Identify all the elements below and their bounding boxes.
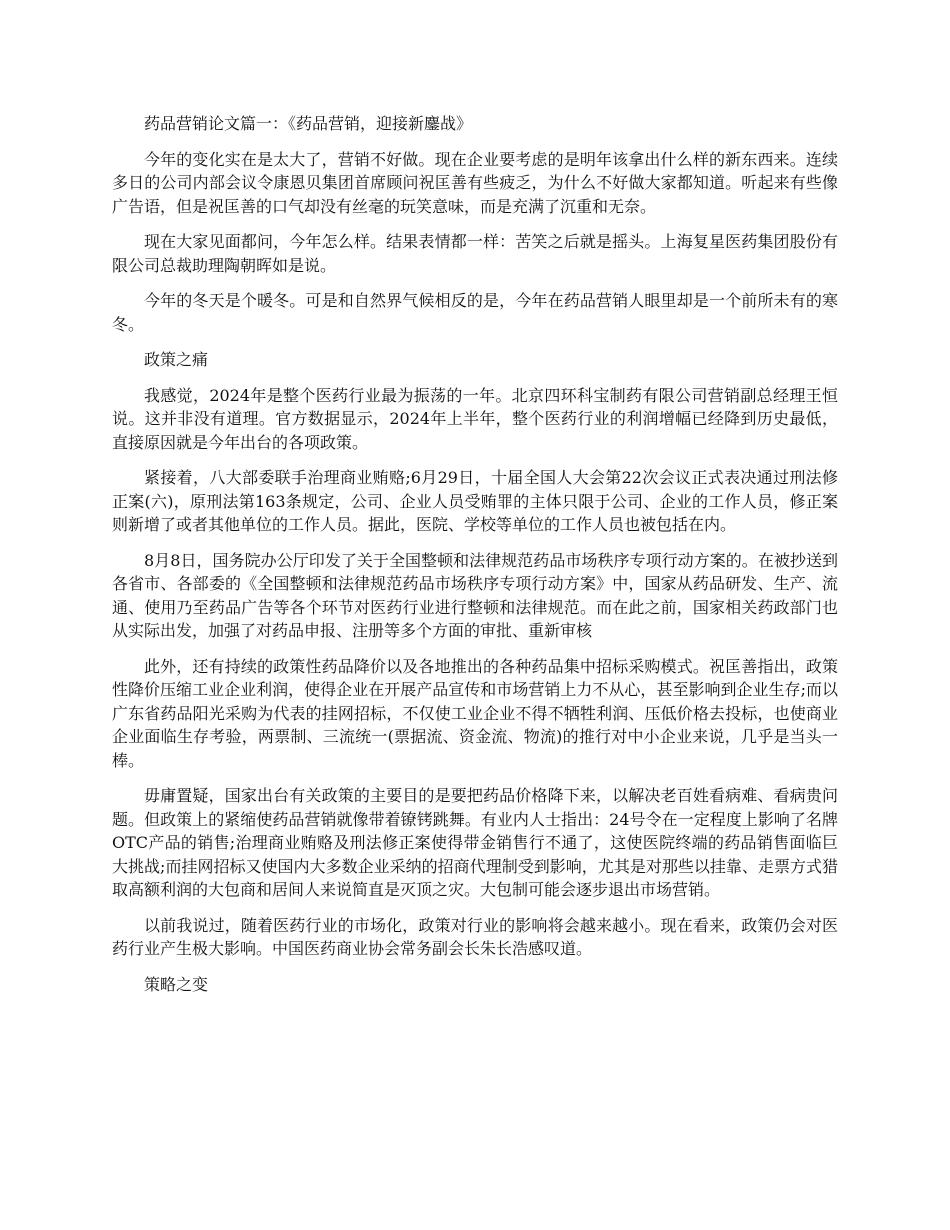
section-heading-strategy: 策略之变 xyxy=(144,974,209,994)
paragraph: 今年的冬天是个暖冬。可是和自然界气候相反的是，今年在药品营销人眼里却是一个前所未有的寒冬。 xyxy=(112,291,838,334)
paragraph: 我感觉，2024年是整个医药行业最为振荡的一年。北京四环科宝制药有限公司营销副总经理王恒说。这并非没有道理。官方数据显示，2024年上半年，整个医药行业的利润增幅已经降到历史最低，直接原因就是今年出台的各项政策。 xyxy=(112,385,838,452)
paragraph: 以前我说过，随着医药行业的市场化，政策对行业的影响将会越来越小。现在看来，政策仍会对医药行业产生极大影响。中国医药商业协会常务副会长朱长浩感叹道。 xyxy=(112,915,838,958)
paragraph: 毋庸置疑，国家出台有关政策的主要目的是要把药品价格降下来，以解决老百姓看病难、看病贵问题。但政策上的紧缩使药品营销就像带着镣铐跳舞。有业内人士指出：24号令在一定程度上影响了名牌OTC产品的销售;治理商业贿赂及刑法修正案使得带金销售行不通了，这使医院终端的药品销售面临巨大挑战;而挂网招标又使国内大多数企业采纳的招商代理制受到影响，尤其是对那些以挂靠、走票方式猎取高额利润的大包商和居间人来说简直是灭顶之灾。大包制可能会逐步退出市场营销。 xyxy=(112,786,838,899)
paragraph: 8月8日，国务院办公厅印发了关于全国整顿和法律规范药品市场秩序专项行动方案的。在被抄送到各省市、各部委的《全国整顿和法律规范药品市场秩序专项行动方案》中，国家从药品研发、生产、流通、使用乃至药品广告等各个环节对医药行业进行整顿和法律规范。而在此之前，国家相关药政部门也从实际出发，加强了对药品申报、注册等多个方面的审批、重新审核 xyxy=(112,550,838,640)
document-body xyxy=(112,112,838,1008)
paragraph: 紧接着，八大部委联手治理商业贿赂;6月29日，十届全国人大会第22次会议正式表决通过刑法修正案(六)，原刑法第163条规定，公司、企业人员受贿罪的主体只限于公司、企业的工作人员，修正案则新增了或者其他单位的工作人员。据此，医院、学校等单位的工作人员也被包括在内。 xyxy=(112,468,838,534)
section-heading-policy: 政策之痛 xyxy=(144,350,209,369)
paragraph: 现在大家见面都问，今年怎么样。结果表情都一样：苦笑之后就是摇头。上海复星医药集团股份有限公司总裁助理陶朝晖如是说。 xyxy=(112,232,838,275)
article-title: 药品营销论文篇一：《药品营销，迎接新鏖战》 xyxy=(144,114,473,133)
paragraph: 今年的变化实在是太大了，营销不好做。现在企业要考虑的是明年该拿出什么样的新东西来。连续多日的公司内部会议令康恩贝集团首席顾问祝匡善有些疲乏，为什么不好做大家都知道。听起来有些像广告语，但是祝匡善的口气却没有丝毫的玩笑意味，而是充满了沉重和无奈。 xyxy=(112,149,838,216)
paragraph: 此外，还有持续的政策性药品降价以及各地推出的各种药品集中招标采购模式。祝匡善指出，政策性降价压缩工业企业利润，使得企业在开展产品宣传和市场营销上力不从心，甚至影响到企业生存;而以广东省药品阳光采购为代表的挂网招标，不仅使工业企业不得不牺牲利润、压低价格去投标，也使商业企业面临生存考验，两票制、三流统一(票据流、资金流、物流)的推行对中小企业来说，几乎是当头一棒。 xyxy=(112,656,838,770)
